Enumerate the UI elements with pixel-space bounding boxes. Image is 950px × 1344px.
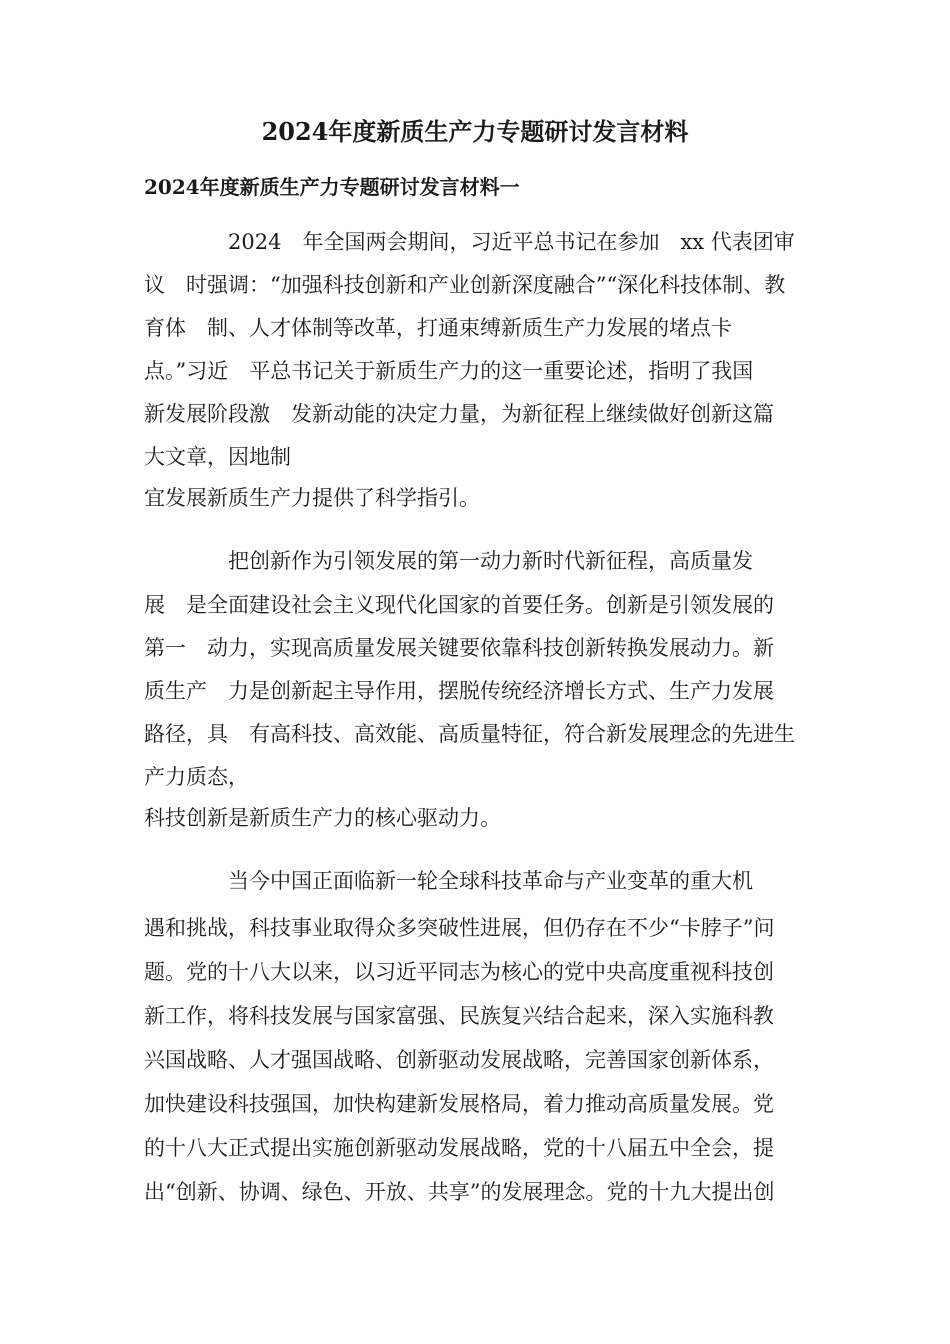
paragraph-line: 路径，具 有高科技、高效能、高质量特征，符合新发展理念的先进生 xyxy=(144,722,795,746)
paragraph-line: 出“创新、协调、绿色、开放、共享”的发展理念。党的十九大提出创 xyxy=(144,1180,775,1204)
paragraph-line: 宜发展新质生产力提供了科学指引。 xyxy=(144,486,480,510)
paragraph-line: 议 时强调：“加强科技创新和产业创新深度融合”“深化科技体制、教 xyxy=(144,273,786,297)
section-heading: 2024年度新质生产力专题研讨发言材料一 xyxy=(144,175,520,199)
document-title: 2024年度新质生产力专题研讨发言材料 xyxy=(261,117,689,146)
paragraph-line: 的十八大正式提出实施创新驱动发展战略，党的十八届五中全会，提 xyxy=(144,1136,774,1160)
paragraph-line: 当今中国正面临新一轮全球科技革命与产业变革的重大机 xyxy=(228,869,753,893)
paragraph-line: 第一 动力，实现高质量发展关键要依靠科技创新转换发展动力。新 xyxy=(144,636,774,660)
paragraph-line: 题。党的十八大以来，以习近平同志为核心的党中央高度重视科技创 xyxy=(144,960,774,984)
paragraph-line: 展 是全面建设社会主义现代化国家的首要任务。创新是引领发展的 xyxy=(144,593,774,617)
paragraph-line: 兴国战略、人才强国战略、创新驱动发展战略，完善国家创新体系， xyxy=(144,1048,774,1072)
paragraph-line: 点。”习近 平总书记关于新质生产力的这一重要论述，指明了我国 xyxy=(144,359,754,383)
paragraph-line: 把创新作为引领发展的第一动力新时代新征程，高质量发 xyxy=(228,549,753,573)
paragraph-line: 产力质态， xyxy=(144,765,249,789)
paragraph-line: 加快建设科技强国，加快构建新发展格局，着力推动高质量发展。党 xyxy=(144,1092,774,1116)
paragraph-line: 质生产 力是创新起主导作用，摆脱传统经济增长方式、生产力发展 xyxy=(144,679,774,703)
paragraph-line: 育体 制、人才体制等改革，打通束缚新质生产力发展的堵点卡 xyxy=(144,316,732,340)
paragraph-line: 2024 年全国两会期间，习近平总书记在参加 xx 代表团审 xyxy=(228,230,795,254)
paragraph-line: 新工作，将科技发展与国家富强、民族复兴结合起来，深入实施科教 xyxy=(144,1004,774,1028)
paragraph-line: 遇和挑战，科技事业取得众多突破性进展，但仍存在不少“卡脖子”问 xyxy=(144,916,775,940)
paragraph-line: 科技创新是新质生产力的核心驱动力。 xyxy=(144,806,501,830)
paragraph-line: 新发展阶段激 发新动能的决定力量，为新征程上继续做好创新这篇 xyxy=(144,402,774,426)
paragraph-line: 大文章，因地制 xyxy=(144,445,291,469)
